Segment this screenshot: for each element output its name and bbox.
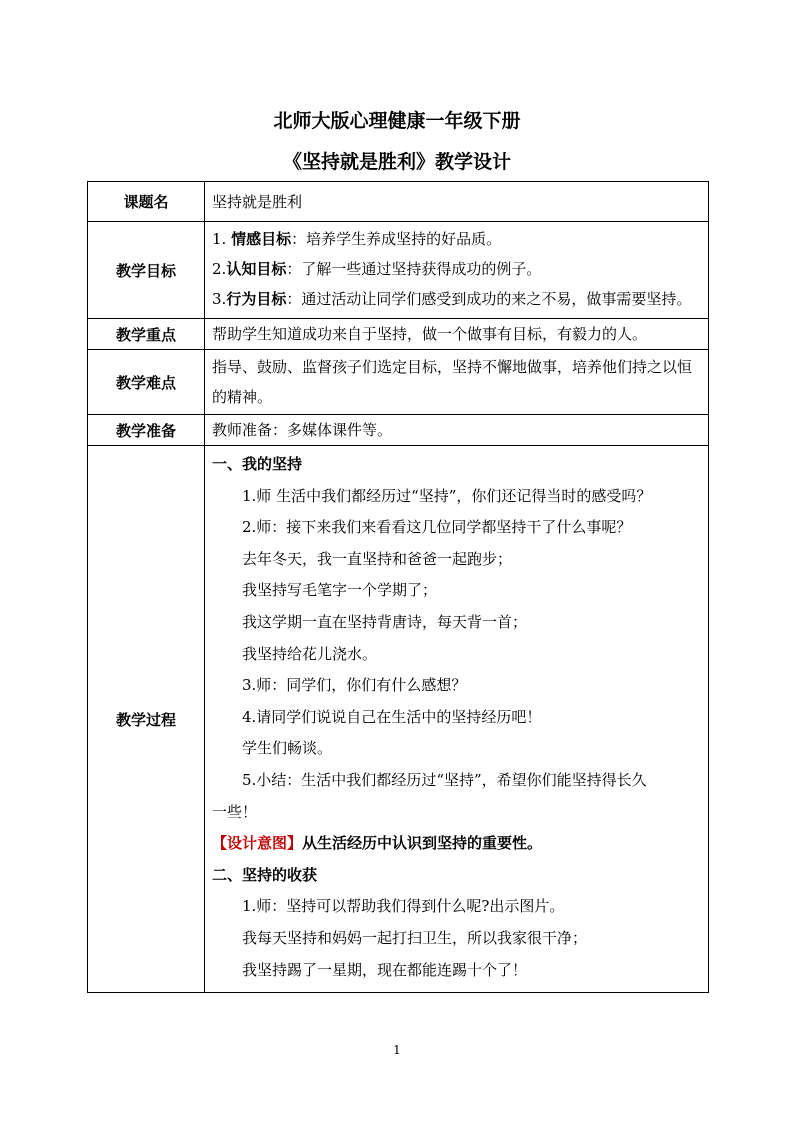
lesson-plan-table <box>87 181 709 993</box>
document-title: 北师大版心理健康一年级下册 <box>273 110 521 132</box>
goal-text: ：通过活动让同学们感受到成功的来之不易，做事需要坚持。 <box>286 290 692 308</box>
design-intent-tag: 【设计意图】 <box>212 834 303 853</box>
goal-item <box>212 284 701 314</box>
key-point-value: 帮助学生知道成功来自于坚持，做一个做事有目标，有毅力的人。 <box>205 319 709 350</box>
difficulty-value: 指导、鼓励、监督孩子们选定目标，坚持不懈地做事，培养他们持之以恒的精神。 <box>205 350 709 415</box>
goal-title: 情感目标 <box>231 230 292 248</box>
summary-line: 5.小结：生活中我们都经历过“坚持”，希望你们能坚持得长久 <box>242 770 647 789</box>
row-process <box>88 446 709 993</box>
process-line: 我坚持写毛笔字一个学期了； <box>242 581 438 600</box>
topic-value: 坚持就是胜利 <box>205 182 709 222</box>
process-line: 3.师：同学们，你们有什么感想？ <box>242 676 467 695</box>
process-line: 我每天坚持和妈妈一起打扫卫生，所以我家很干净； <box>242 928 588 947</box>
row-goals <box>88 222 709 319</box>
design-intent <box>212 828 701 860</box>
goals-value <box>205 222 709 319</box>
process-line: 我坚持踢了一星期，现在都能连踢十个了！ <box>242 960 528 979</box>
section-heading: 一、我的坚持 <box>212 455 303 473</box>
preparation-label: 教学准备 <box>88 415 205 446</box>
goal-text: ：培养学生养成坚持的好品质。 <box>291 230 502 248</box>
process-value <box>205 446 709 993</box>
row-key-point <box>88 319 709 350</box>
process-line: 1.师：坚持可以帮助我们得到什么呢?出示图片。 <box>242 897 565 916</box>
goals-label: 教学目标 <box>88 222 205 319</box>
section-heading: 二、坚持的收获 <box>212 865 318 884</box>
topic-label: 课题名 <box>88 182 205 222</box>
process-line: 我坚持给花儿浇水。 <box>242 644 378 663</box>
process-label: 教学过程 <box>88 446 205 993</box>
difficulty-label: 教学难点 <box>88 350 205 415</box>
design-intent-text: 从生活经历中认识到坚持的重要性。 <box>302 834 543 853</box>
row-topic <box>88 182 709 222</box>
process-line: 去年冬天，我一直坚持和爸爸一起跑步； <box>242 549 513 568</box>
preparation-value: 教师准备：多媒体课件等。 <box>205 415 709 446</box>
goal-title: 认知目标 <box>226 260 287 278</box>
process-line: 学生们畅谈。 <box>242 739 333 758</box>
goal-text: ：了解一些通过坚持获得成功的例子。 <box>286 260 542 278</box>
goal-item <box>212 224 701 254</box>
row-difficulty <box>88 350 709 415</box>
document-subtitle: 《坚持就是胜利》教学设计 <box>282 151 511 173</box>
goal-prefix: 1. <box>212 230 232 248</box>
process-line: 我这学期一直在坚持背唐诗，每天背一首； <box>242 612 528 631</box>
goal-item <box>212 254 701 284</box>
row-preparation <box>88 415 709 446</box>
goal-prefix: 2. <box>212 260 227 278</box>
page-number: 1 <box>393 1043 401 1057</box>
process-line: 4.请同学们说说自己在生活中的坚持经历吧！ <box>242 707 542 726</box>
key-point-label: 教学重点 <box>88 319 205 350</box>
process-line: 2.师：接下来我们来看看这几位同学都坚持干了什么事呢？ <box>242 518 632 537</box>
summary-line-continued: 一些！ <box>212 802 258 821</box>
process-line: 1.师 生活中我们都经历过“坚持”，你们还记得当时的感受吗？ <box>242 486 652 505</box>
goal-prefix: 3. <box>212 290 227 308</box>
goal-title: 行为目标 <box>226 290 287 308</box>
